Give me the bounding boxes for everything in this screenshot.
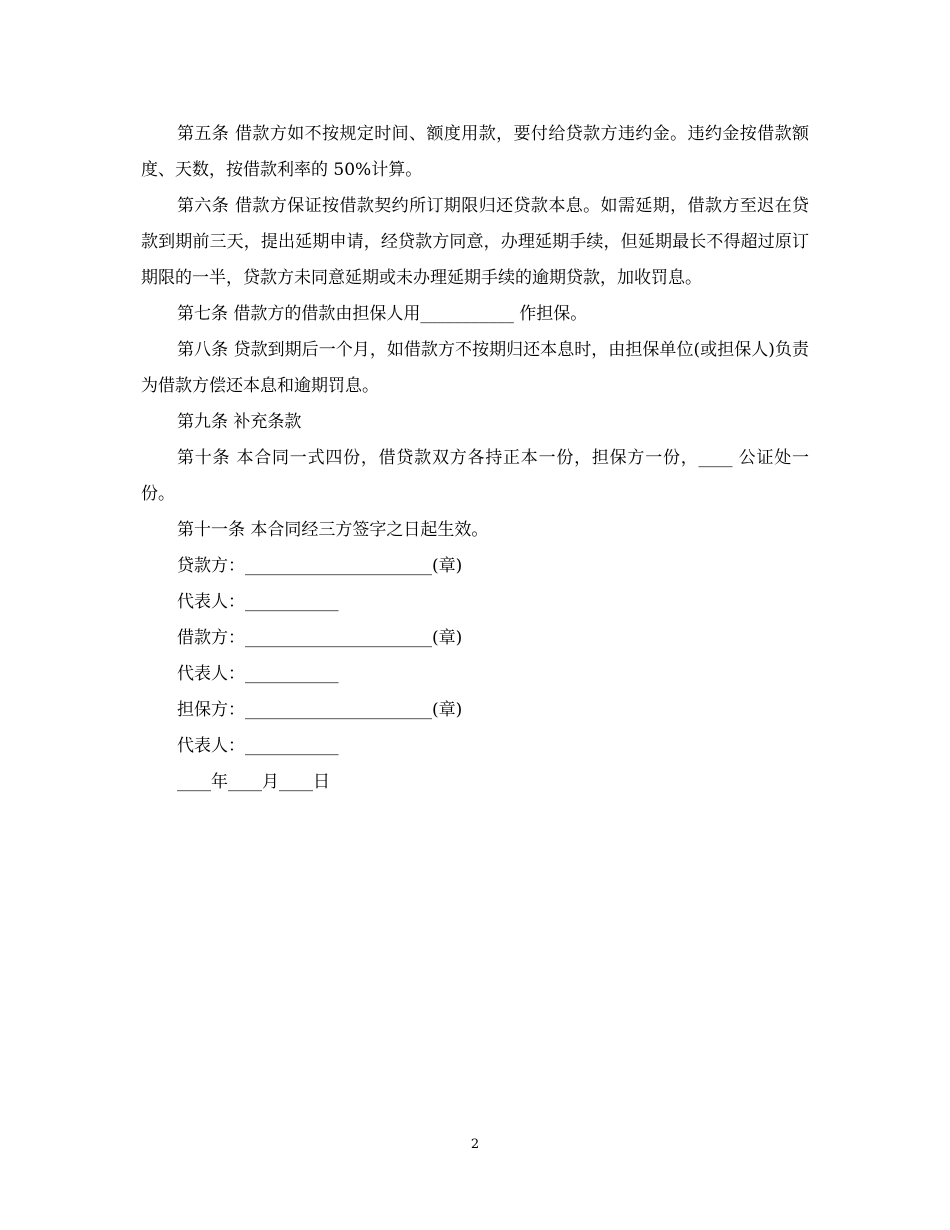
clause-6: 第六条 借款方保证按借款契约所订期限归还贷款本息。如需延期，借款方至迟在贷款到期前三天，提出延期申请，经贷款方同意，办理延期手续，但延期最长不得超过原订期限的一半，贷款方未同意延期或未办理延期手续的逾期贷款，加收罚息。 — [141, 196, 809, 288]
lender-representative-line: 代表人：___________ — [177, 592, 339, 612]
page-number: 2 — [470, 1137, 480, 1152]
guarantor-signature-line: 担保方：______________________(章) — [177, 700, 463, 720]
clause-11: 第十一条 本合同经三方签字之日起生效。 — [177, 520, 489, 540]
lender-signature-line: 贷款方：______________________(章) — [177, 556, 463, 576]
clause-9: 第九条 补充条款 — [177, 412, 302, 432]
clause-10: 第十条 本合同一式四份，借贷款双方各持正本一份，担保方一份，____ 公证处一份。 — [141, 448, 809, 504]
borrower-representative-line: 代表人：___________ — [177, 664, 339, 684]
clause-7: 第七条 借款方的借款由担保人用___________ 作担保。 — [177, 304, 588, 324]
document-body — [141, 116, 809, 800]
clause-5: 第五条 借款方如不按规定时间、额度用款，要付给贷款方违约金。违约金按借款额度、天数，按借款利率的 50%计算。 — [141, 124, 809, 180]
borrower-signature-line: 借款方：______________________(章) — [177, 628, 463, 648]
clause-8: 第八条 贷款到期后一个月，如借款方不按期归还本息时，由担保单位(或担保人)负责为借款方偿还本息和逾期罚息。 — [141, 340, 809, 396]
date-line: ____年____月____日 — [177, 772, 330, 792]
guarantor-representative-line: 代表人：___________ — [177, 736, 339, 756]
